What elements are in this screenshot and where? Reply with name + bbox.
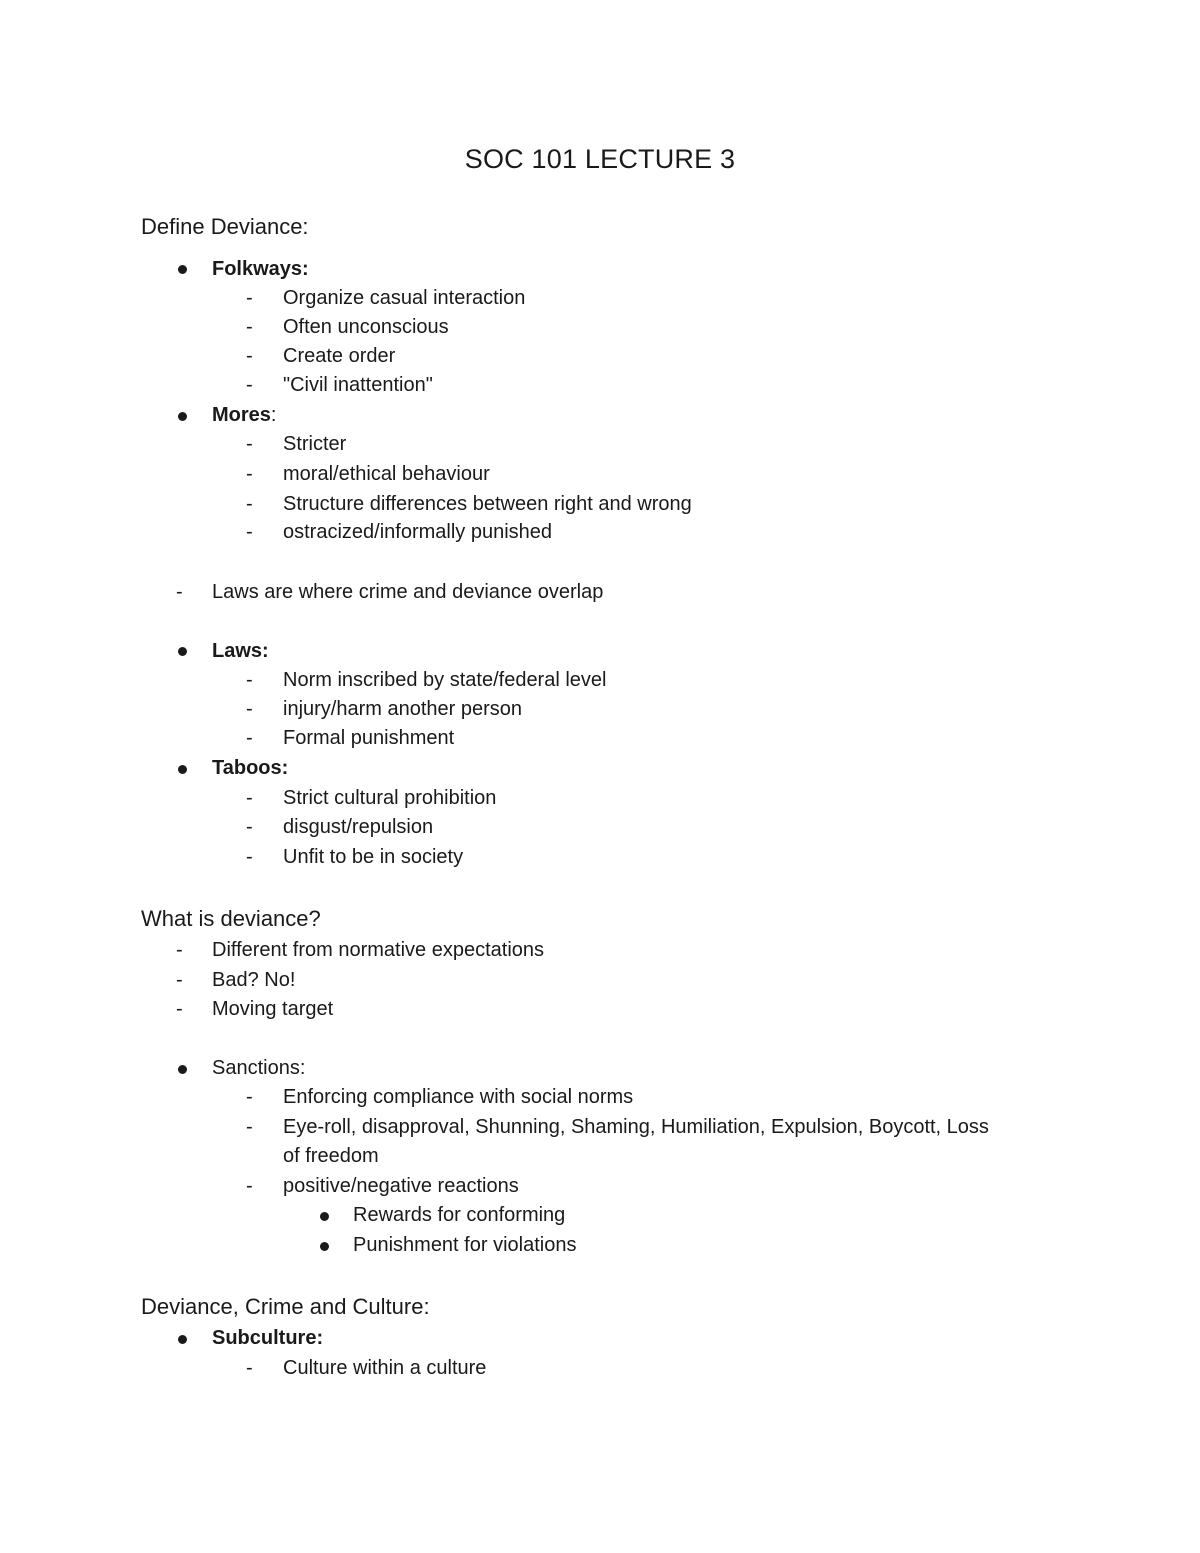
bullet-icon	[320, 1212, 329, 1221]
folkways-label: Folkways:	[212, 258, 309, 280]
laws-label: Laws:	[212, 640, 269, 662]
list-item: disgust/repulsion	[283, 816, 434, 838]
page-title: SOC 101 LECTURE 3	[464, 144, 736, 174]
subculture-label: Subculture:	[212, 1327, 324, 1349]
list-item: Create order	[283, 345, 396, 367]
list-item: Eye-roll, disapproval, Shunning, Shaming, Humiliation, Expulsion, Boycott, Loss	[283, 1116, 989, 1138]
list-item: Strict cultural prohibition	[283, 787, 497, 809]
list-item: Organize casual interaction	[283, 287, 526, 309]
list-item: Bad? No!	[212, 969, 296, 991]
bullet-icon	[320, 1242, 329, 1251]
list-item: Different from normative expectations	[212, 939, 545, 961]
dash-icon: -	[246, 463, 253, 485]
dash-icon: -	[176, 581, 183, 603]
dash-icon: -	[246, 669, 253, 691]
list-item: "Civil inattention"	[283, 374, 433, 396]
bullet-icon	[178, 647, 187, 656]
dash-icon: -	[246, 698, 253, 720]
list-item: Often unconscious	[283, 316, 449, 338]
dash-icon: -	[246, 1086, 253, 1108]
dash-icon: -	[246, 374, 253, 396]
dash-icon: -	[246, 727, 253, 749]
list-item: Moving target	[212, 998, 334, 1020]
bullet-icon	[178, 765, 187, 774]
bullet-icon	[178, 1335, 187, 1344]
dash-icon: -	[246, 846, 253, 868]
bullet-icon	[178, 412, 187, 421]
dash-icon: -	[246, 287, 253, 309]
dash-icon: -	[176, 939, 183, 961]
dash-icon: -	[246, 787, 253, 809]
dash-icon: -	[176, 998, 183, 1020]
list-item: moral/ethical behaviour	[283, 463, 490, 485]
list-item: Culture within a culture	[283, 1357, 487, 1379]
mores-label-line	[212, 401, 276, 429]
list-item: Norm inscribed by state/federal level	[283, 669, 607, 691]
list-item: positive/negative reactions	[283, 1175, 519, 1197]
sanctions-label: Sanctions:	[212, 1057, 306, 1079]
laws-note: Laws are where crime and deviance overlap	[212, 581, 604, 603]
bullet-icon	[178, 1065, 187, 1074]
sub-list-item: Rewards for conforming	[353, 1204, 566, 1226]
mores-label: Mores	[212, 404, 271, 426]
dash-icon: -	[246, 1116, 253, 1138]
dash-icon: -	[246, 521, 253, 543]
dash-icon: -	[246, 345, 253, 367]
section-heading-define-deviance: Define Deviance:	[141, 214, 309, 239]
list-item-continuation: of freedom	[283, 1145, 379, 1167]
list-item: Formal punishment	[283, 727, 455, 749]
section-heading-what-is-deviance: What is deviance?	[141, 906, 321, 931]
dash-icon: -	[176, 969, 183, 991]
dash-icon: -	[246, 816, 253, 838]
dash-icon: -	[246, 1357, 253, 1379]
sub-list-item: Punishment for violations	[353, 1234, 577, 1256]
dash-icon: -	[246, 493, 253, 515]
section-heading-deviance-crime-culture: Deviance, Crime and Culture:	[141, 1294, 430, 1319]
dash-icon: -	[246, 1175, 253, 1197]
list-item: Enforcing compliance with social norms	[283, 1086, 634, 1108]
list-item: Unfit to be in society	[283, 846, 464, 868]
list-item: injury/harm another person	[283, 698, 523, 720]
taboos-label: Taboos:	[212, 757, 289, 779]
dash-icon: -	[246, 316, 253, 338]
list-item: Stricter	[283, 433, 347, 455]
dash-icon: -	[246, 433, 253, 455]
mores-colon: :	[270, 404, 277, 426]
list-item: ostracized/informally punished	[283, 521, 553, 543]
list-item: Structure differences between right and wrong	[283, 493, 692, 515]
bullet-icon	[178, 265, 187, 274]
